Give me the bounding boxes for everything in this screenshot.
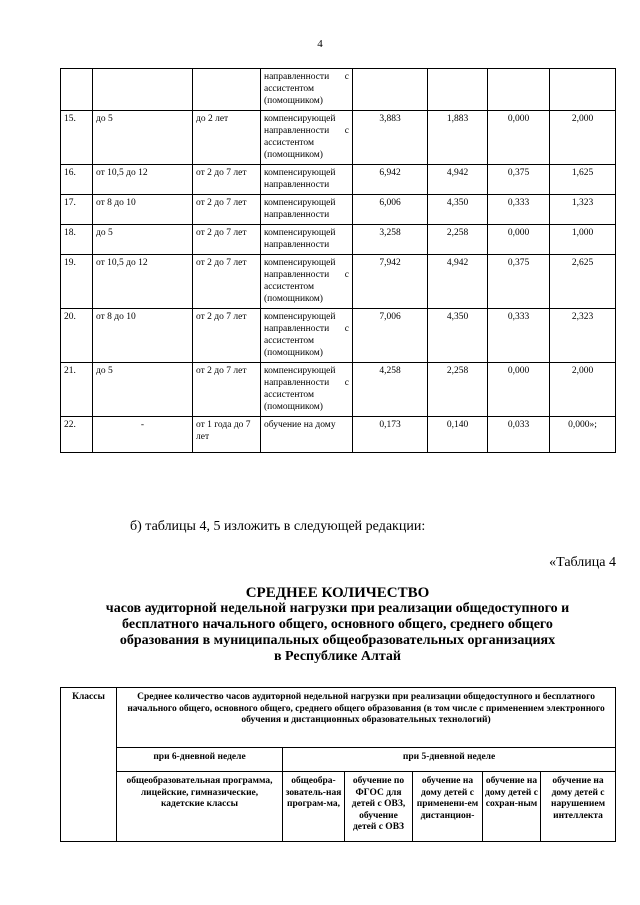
heading-title: СРЕДНЕЕ КОЛИЧЕСТВО [245, 585, 430, 601]
value-cell: 4,942 [428, 165, 488, 195]
value-cell [550, 69, 616, 111]
sub-header: обучение на дому детей с нарушением интеллекта [541, 772, 616, 842]
value-cell: 3,258 [353, 225, 428, 255]
table-caption: «Таблица 4 [549, 555, 616, 570]
page-number: 4 [317, 38, 323, 50]
type-cell: компенсирующей направленности с ассистентом (помощником) [261, 309, 353, 363]
type-cell: компенсирующей направленности с ассистентом (помощником) [261, 255, 353, 309]
num-cell: 15. [61, 111, 93, 165]
period-cell: от 2 до 7 лет [193, 195, 261, 225]
average-hours-table [60, 687, 616, 842]
sub-header: общеобразовательная программа, лицейские, гимназические, кадетские классы [117, 772, 283, 842]
age-cell: до 5 [93, 363, 193, 417]
heading-line: бесплатного начального общего, основного общего, среднего общего [122, 617, 553, 632]
value-cell [353, 69, 428, 111]
five-day-header: при 5-дневной неделе [283, 748, 616, 772]
value-cell: 0,000 [488, 111, 550, 165]
table-row [61, 165, 616, 195]
value-cell: 0,000 [488, 363, 550, 417]
type-cell: компенсирующей направленности [261, 195, 353, 225]
type-cell: обучение на дому [261, 417, 353, 453]
table-row [61, 255, 616, 309]
type-cell: компенсирующей направленности с ассистентом (помощником) [261, 363, 353, 417]
age-cell: - [93, 417, 193, 453]
period-cell: от 2 до 7 лет [193, 225, 261, 255]
table-row [61, 111, 616, 165]
value-cell: 0,000»; [550, 417, 616, 453]
main-header: Среднее количество часов аудиторной недельной нагрузки при реализации общедоступного и бесплатного начального общего, основного общего, среднего общего образования (в том числе с применением электронного обучения и дистанционных образовательных технологий) [117, 688, 616, 748]
type-cell: компенсирующей направленности с ассистентом (помощником) [261, 111, 353, 165]
value-cell: 1,625 [550, 165, 616, 195]
sub-header: общеобра-зователь-ная програм-ма, [283, 772, 345, 842]
period-cell: до 2 лет [193, 111, 261, 165]
value-cell: 0,375 [488, 165, 550, 195]
value-cell: 7,006 [353, 309, 428, 363]
value-cell: 6,942 [353, 165, 428, 195]
section-heading [60, 585, 615, 665]
col-classes-header: Классы [61, 688, 117, 842]
age-cell: до 5 [93, 225, 193, 255]
value-cell: 0,173 [353, 417, 428, 453]
six-day-header: при 6-дневной неделе [117, 748, 283, 772]
period-cell: от 2 до 7 лет [193, 255, 261, 309]
table-row [61, 69, 616, 111]
value-cell: 2,258 [428, 225, 488, 255]
value-cell: 2,625 [550, 255, 616, 309]
num-cell: 16. [61, 165, 93, 195]
value-cell: 4,350 [428, 195, 488, 225]
value-cell: 1,000 [550, 225, 616, 255]
type-cell: направленности с ассистентом (помощником) [261, 69, 353, 111]
value-cell: 3,883 [353, 111, 428, 165]
value-cell: 6,006 [353, 195, 428, 225]
value-cell: 2,258 [428, 363, 488, 417]
value-cell: 4,942 [428, 255, 488, 309]
value-cell: 7,942 [353, 255, 428, 309]
sub-header: обучение на дому детей с сохран-ным [483, 772, 541, 842]
period-cell: от 1 года до 7 лет [193, 417, 261, 453]
value-cell: 4,258 [353, 363, 428, 417]
heading-line: в Республике Алтай [274, 649, 401, 664]
num-cell: 22. [61, 417, 93, 453]
value-cell: 2,323 [550, 309, 616, 363]
table-row [61, 417, 616, 453]
table-row [61, 363, 616, 417]
period-cell: от 2 до 7 лет [193, 165, 261, 195]
age-cell [93, 69, 193, 111]
instruction-paragraph: б) таблицы 4, 5 изложить в следующей редакции: [130, 519, 426, 534]
num-cell [61, 69, 93, 111]
value-cell: 0,333 [488, 309, 550, 363]
age-cell: до 5 [93, 111, 193, 165]
num-cell: 20. [61, 309, 93, 363]
period-cell: от 2 до 7 лет [193, 363, 261, 417]
value-cell [428, 69, 488, 111]
value-cell: 1,323 [550, 195, 616, 225]
age-cell: от 8 до 10 [93, 309, 193, 363]
age-cell: от 10,5 до 12 [93, 165, 193, 195]
table-row [61, 309, 616, 363]
value-cell: 0,375 [488, 255, 550, 309]
age-cell: от 8 до 10 [93, 195, 193, 225]
num-cell: 18. [61, 225, 93, 255]
period-cell: от 2 до 7 лет [193, 309, 261, 363]
value-cell [488, 69, 550, 111]
value-cell: 0,140 [428, 417, 488, 453]
num-cell: 21. [61, 363, 93, 417]
value-cell: 2,000 [550, 111, 616, 165]
num-cell: 17. [61, 195, 93, 225]
value-cell: 0,333 [488, 195, 550, 225]
type-cell: компенсирующей направленности [261, 165, 353, 195]
value-cell: 2,000 [550, 363, 616, 417]
value-cell: 0,033 [488, 417, 550, 453]
sub-header: обучение по ФГОС для детей с ОВЗ, обучение детей с ОВЗ [345, 772, 413, 842]
table-row [61, 225, 616, 255]
type-cell: компенсирующей направленности [261, 225, 353, 255]
sub-header: обучение на дому детей с применени-ем дистанцион- [413, 772, 483, 842]
value-cell: 0,000 [488, 225, 550, 255]
hours-table [60, 68, 616, 453]
period-cell [193, 69, 261, 111]
value-cell: 4,350 [428, 309, 488, 363]
heading-line: образования в муниципальных общеобразовательных организациях [119, 633, 556, 648]
value-cell: 1,883 [428, 111, 488, 165]
heading-line: часов аудиторной недельной нагрузки при реализации общедоступного и [105, 601, 570, 616]
table-row [61, 195, 616, 225]
num-cell: 19. [61, 255, 93, 309]
age-cell: от 10,5 до 12 [93, 255, 193, 309]
